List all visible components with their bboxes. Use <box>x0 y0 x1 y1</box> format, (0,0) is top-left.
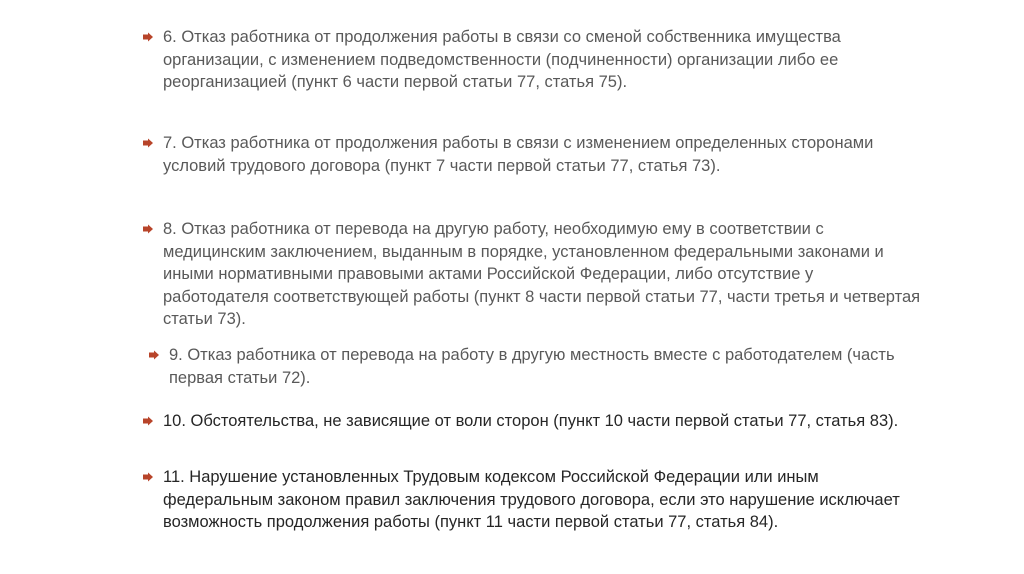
arrow-bullet-icon <box>149 350 159 360</box>
arrow-bullet-icon <box>143 416 153 426</box>
arrow-bullet-icon <box>143 472 153 482</box>
list-item-10 <box>143 410 898 433</box>
list-item-11 <box>143 466 900 534</box>
list-item-text: 10. Обстоятельства, не зависящие от воли сторон (пункт 10 части первой статьи 77, статья 83). <box>163 412 899 430</box>
arrow-bullet-icon <box>143 224 153 234</box>
list-item-8 <box>143 218 920 331</box>
list-item-7 <box>143 132 873 177</box>
list-item-text: 9. Отказ работника от перевода на работу в другую местность вместе с работодателем (часть первая статьи 72). <box>169 346 895 387</box>
list-item-text: 11. Нарушение установленных Трудовым кодексом Российской Федерации или иным федеральным законом правил заключения трудового договора, если это нарушение исключает возможность продолжения работы (пункт 11 части первой статьи 77, статья 84). <box>163 468 900 531</box>
list-item-6 <box>143 26 841 94</box>
list-item-text: 7. Отказ работника от продолжения работы в связи с изменением определенных сторонами условий трудового договора (пункт 7 части первой статьи 77, статья 73). <box>163 134 874 175</box>
list-item-text: 6. Отказ работника от продолжения работы в связи со сменой собственника имущества организации, с изменением подведомственности (подчиненности) организации либо ее реорганизацией (пункт 6 части первой статьи 77, статья 75). <box>163 28 841 91</box>
list-item-9 <box>149 344 895 389</box>
list-item-text: 8. Отказ работника от перевода на другую работу, необходимую ему в соответствии с медицинским заключением, выданным в порядке, установленном федеральными законами и иными нормативными правовыми актами Российской Федерации, либо отсутствие у работодателя соответствующей работы (пункт 8 части первой статьи 77, части третья и четвертая статьи 73). <box>163 220 921 328</box>
arrow-bullet-icon <box>143 32 153 42</box>
arrow-bullet-icon <box>143 138 153 148</box>
